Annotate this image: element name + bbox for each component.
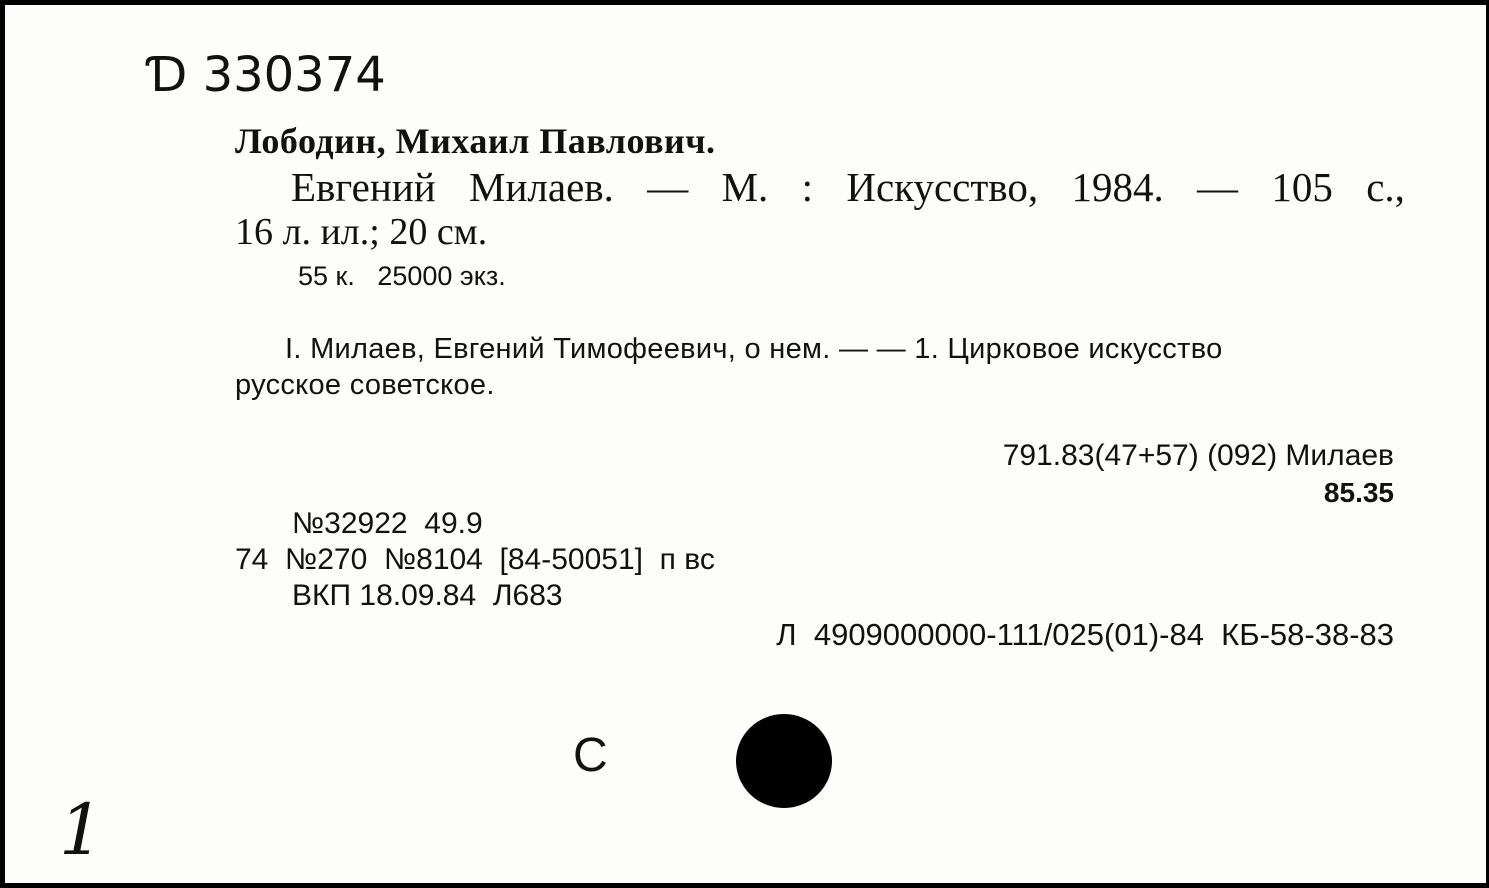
call-number: Ɗ 330374: [148, 47, 386, 103]
accession-line-1: №32922 49.9: [292, 507, 483, 540]
classification-code: 791.83(47+57) (092) Милаев: [1002, 439, 1394, 472]
physical-description: 16 л. ил.; 20 см.: [235, 211, 488, 253]
title-word: с.,: [1366, 164, 1405, 210]
title-word: —: [1197, 164, 1239, 210]
letter-mark: С: [573, 729, 608, 782]
title-word: 105: [1271, 164, 1333, 210]
punched-hole-dot: [736, 714, 832, 808]
classification-index: 85.35: [1323, 477, 1394, 508]
accession-line-2: 74 №270 №8104 [84-50051] п вс: [235, 543, 715, 576]
title-word: 1984.: [1071, 164, 1164, 210]
title-word: —: [647, 164, 689, 210]
title-word: Искусство,: [846, 164, 1039, 210]
title-word: Евгений: [291, 164, 436, 210]
accession-line-3: ВКП 18.09.84 Л683: [292, 579, 563, 612]
title-word: Милаев.: [469, 164, 614, 210]
subject-headings-line-1: I. Милаев, Евгений Тимофеевич, о нем. — — 1. Цирковое искусство: [285, 333, 1223, 365]
title-word: М.: [721, 164, 769, 210]
title-word: :: [801, 164, 814, 210]
price-print-run: 55 к. 25000 экз.: [298, 261, 506, 291]
subject-headings-line-2: русское советское.: [235, 369, 495, 401]
handwritten-number: 1: [59, 789, 104, 871]
author-heading: Лободин, Михаил Павлович.: [235, 121, 716, 161]
title-line: [291, 164, 1405, 210]
isbn-line: Л 4909000000-111/025(01)-84 КБ-58-38-83: [776, 617, 1394, 652]
